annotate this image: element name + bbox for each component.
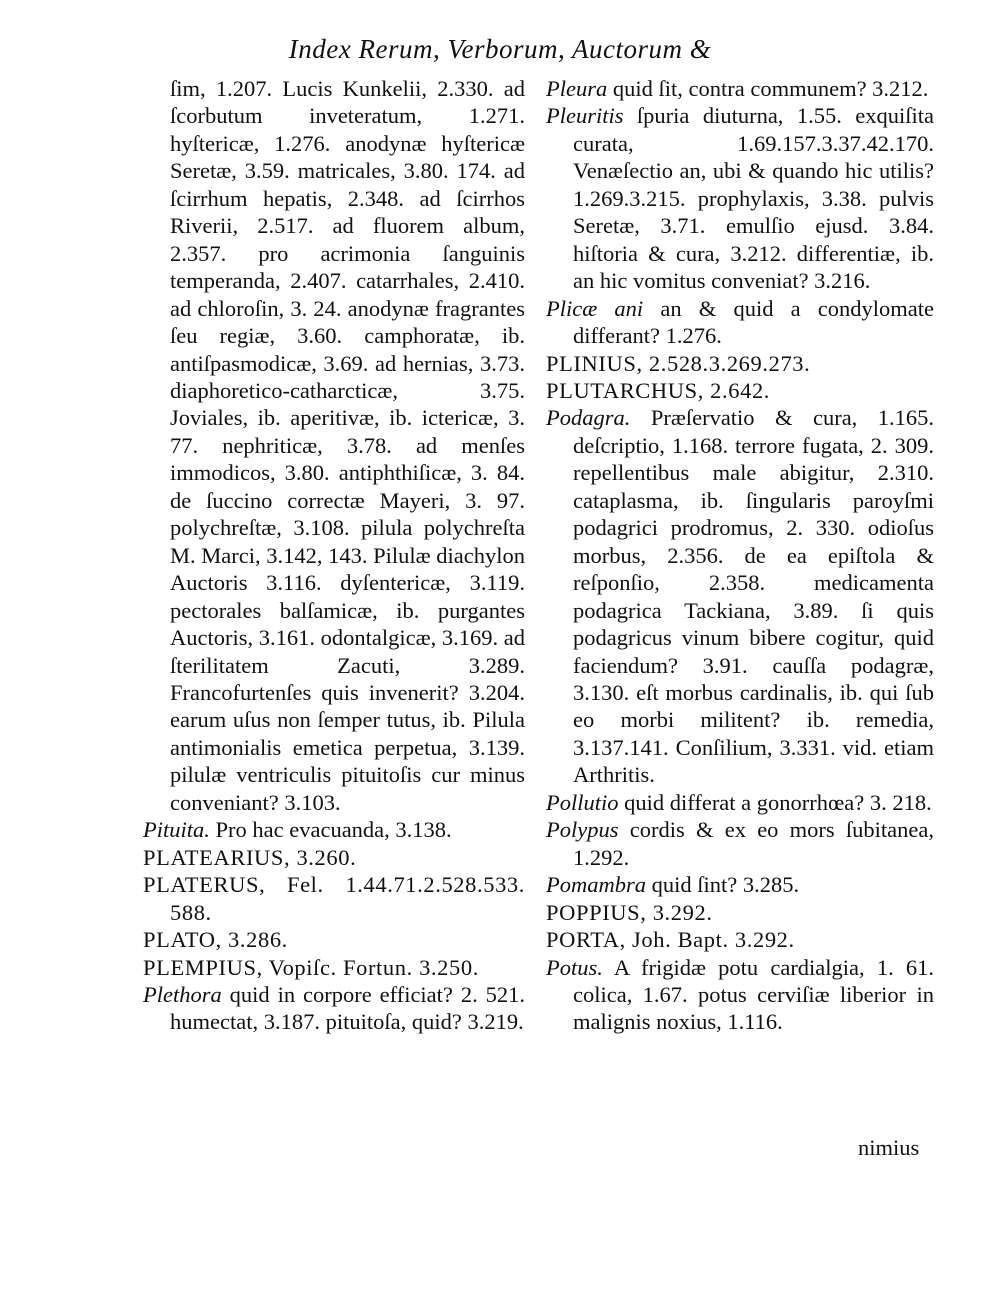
entry-headword: Pollutio — [546, 789, 619, 815]
index-entry — [143, 926, 525, 953]
entry-text: cordis & ex eo mors ſubitanea, 1.292. — [573, 817, 934, 870]
catchword: nimius — [858, 1135, 920, 1160]
index-entry — [546, 926, 934, 953]
running-head: Index Rerum, Verborum, Auctorum & — [288, 34, 712, 64]
index-entry — [546, 350, 934, 377]
entry-text: POPPIUS, 3.292. — [546, 899, 713, 925]
entry-text: quid ſint? 3.285. — [651, 872, 800, 898]
entry-headword: Podagra. — [546, 405, 631, 431]
entry-text: ſpuria diuturna, 1.55. exquiſita curata, 1.69.157.3.37.42.170. Venæſectio an, ubi & quando hic utilis? 1.269.3.215. prophylaxis, 3.38. pulvis Seretæ, 3.71. emulſio ejusd. 3.84. hiſtoria & cura, 3.212. differentiæ, ib. an hic vomitus conveniat? 3.216. — [573, 103, 934, 294]
entry-headword: Plethora — [143, 981, 222, 1007]
entry-text: an & quid a condylomate differant? 1.276. — [573, 295, 934, 349]
entry-headword: Pleura — [546, 76, 608, 101]
entry-headword: Polypus — [546, 817, 619, 843]
index-entry — [143, 954, 525, 981]
entry-headword: Pleuritis — [546, 103, 624, 129]
entry-text: quid in corpore efficiat? 2. 521. humectat, 3.187. pituitoſa, quid? 3.219. — [170, 981, 525, 1035]
index-entry — [143, 816, 525, 843]
index-entry — [546, 295, 934, 350]
right-column — [546, 75, 934, 1036]
entry-headword: Pomambra — [546, 872, 646, 898]
entry-headword: Potus. — [546, 954, 603, 980]
entry-text: PLATEARIUS, 3.260. — [143, 844, 357, 870]
index-entry — [143, 75, 525, 816]
entry-text: PLINIUS, 2.528.3.269.273. — [546, 350, 811, 376]
index-entry — [546, 816, 934, 871]
index-entry — [546, 954, 934, 1036]
index-entry — [143, 844, 525, 871]
entry-text: Præſervatio & cura, 1.165. deſcriptio, 1.168. terrore fugata, 2. 309. repellentibus male abigitur, 2.310. cataplasma, ib. ſingularis paroyſmi podagrici prodromus, 2. 330. odioſus morbus, 2.356. de ea epiſtola & reſponſio, 2.358. medicamenta podagrica Tackiana, 3.89. ſi quis podagricus vinum bibere cogitur, quid faciendum? 3.91. cauſſa podagræ, 3.130. eſt morbus cardinalis, ib. qui ſub eo morbi militent? ib. remedia, 3.137.141. Conſilium, 3.331. vid. etiam Arthritis. — [573, 405, 935, 788]
index-entry — [546, 871, 934, 898]
entry-text: PLUTARCHUS, 2.642. — [546, 377, 771, 403]
entry-headword: Plicæ ani — [546, 295, 644, 321]
index-entry — [546, 102, 934, 294]
index-entry — [143, 871, 525, 926]
entry-text: PORTA, Joh. Bapt. 3.292. — [546, 927, 795, 953]
index-entry — [143, 981, 525, 1036]
index-entry — [546, 789, 934, 816]
index-entry — [546, 899, 934, 926]
entry-text: quid differat a gonorrhœa? 3. 218. — [624, 789, 932, 815]
entry-text: PLATO, 3.286. — [143, 927, 288, 953]
entry-text: quid ſit, contra communem? 3.212. — [612, 76, 929, 101]
left-column — [143, 75, 525, 1036]
entry-text: PLATERUS, Fel. 1.44.71.2.528.533. 588. — [143, 872, 525, 925]
index-entry — [546, 75, 934, 102]
entry-text: Pro hac evacuanda, 3.138. — [215, 817, 452, 843]
index-entry — [546, 377, 934, 404]
entry-headword: Pituita. — [143, 817, 210, 843]
entry-text: A frigidæ potu cardialgia, 1. 61. colica, 1.67. potus cerviſiæ liberior in malignis noxius, 1.116. — [573, 954, 934, 1035]
entry-text: ſim, 1.207. Lucis Kunkelii, 2.330. ad ſcorbutum inveteratum, 1.271. hyſtericæ, 1.276. anodynæ hyſtericæ Seretæ, 3.59. matricales, 3.80. 174. ad ſcirrhum hepatis, 2.348. ad ſcirrhos Riverii, 2.517. ad fluorem album, 2.357. pro acrimonia ſanguinis temperanda, 2.407. catarrhales, 2.410. ad chloroſin, 3. 24. anodynæ fragrantes ſeu regiæ, 3.60. camphoratæ, ib. antiſpasmodicæ, 3.69. ad hernias, 3.73. diaphoretico-catharcticæ, 3.75. Joviales, ib. aperitivæ, ib. ictericæ, 3. 77. nephriticæ, 3.78. ad menſes immodicos, 3.80. antiphthiſicæ, 3. 84. de ſuccino correctæ Mayeri, 3. 97. polychreſtæ, 3.108. pilula polychreſta M. Marci, 3.142, 143. Pilulæ diachylon Auctoris 3.116. dyſentericæ, 3.119. pectorales balſamicæ, ib. purgantes Auctoris, 3.161. odontalgicæ, 3.169. ad ſterilitatem Zacuti, 3.289. Francofurtenſes quis invenerit? 3.204. earum uſus non ſemper tutus, ib. Pilula antimonialis emetica perpetua, 3.139. pilulæ ventriculis pituitoſis cur minus conveniant? 3.103. — [170, 76, 525, 815]
index-entry — [546, 404, 934, 788]
entry-text: PLEMPIUS, Vopiſc. Fortun. 3.250. — [143, 954, 479, 980]
